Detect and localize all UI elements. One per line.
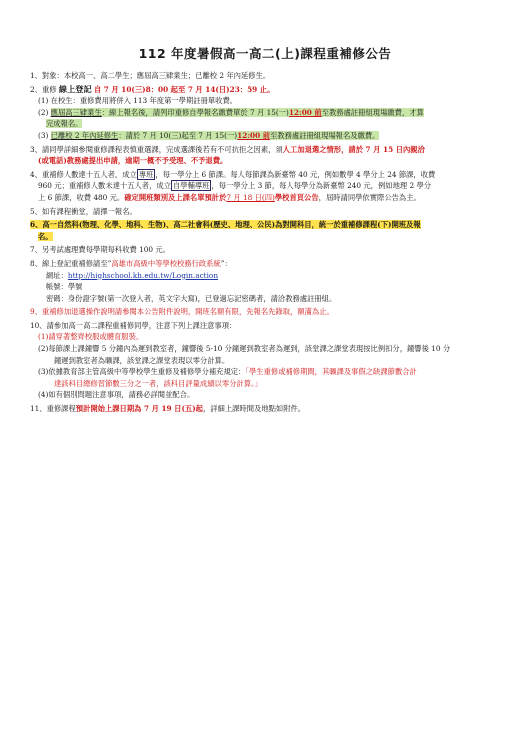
- item-2-sub-2-end: 完成報名。: [46, 119, 83, 129]
- item-4-text-h: 確定開班類別及上課名單預計於: [124, 192, 227, 202]
- item-10-sub-2-cont: 鐘遲到教室者為曠課，該堂課之課堂表現以零分計算。: [54, 355, 230, 365]
- item-4-date: 7 月 18 日(四): [226, 192, 275, 202]
- item-4-text-f: ，每一學分上 3 節，每人每學分為新臺幣 240 元，例如地理 2 學分: [211, 181, 432, 191]
- item-4-text-d: 960 元；重補修人數未達十五人者，成立: [38, 181, 171, 191]
- item-8-password: 密碼：身份證字號(第一次登入者，英文字大寫)，已登過忘記密碼者，請洽教務處註冊組。: [46, 293, 337, 303]
- item-10-sub-2: (2)每節課上課鐘響 5 分鐘內為遲到教室者，鐘響後 5-10 分鐘遲到教室者為遲到，該堂課之課堂表現按比例扣分，鐘響後 10 分: [38, 344, 451, 354]
- item-4-text-c: ，每一學分上 6 節課。每人每節課為新臺幣 40 元，例如數學 4 學分上 24 節課，收費: [155, 169, 436, 179]
- item-4-text-k: ，屆時請同學依實際公告為主。: [318, 192, 421, 202]
- item-2-date: 自 7 月 10(三)8：00 起至 7 月 14(日)23：59 止。: [93, 84, 275, 94]
- item-8-account: 帳號：學號: [46, 282, 83, 292]
- item-6-text: 6、高一自然科(物理、化學、地科、生物)、高二社會科(歷史、地理、公民)為對開科目，統一於重補修課程(下)開班及報: [30, 220, 421, 230]
- item-10-sub-3-text: (3)依據教育部主管高級中等學校學生重修及補修學分補充規定：: [38, 367, 246, 377]
- item-2-sub-3-num: (3): [38, 130, 49, 140]
- item-3-cont: [30, 155, 506, 167]
- item-2-sub-3-deadline: 12:00 前: [237, 130, 271, 140]
- item-10-sub-3-cont: 達該科目總修習節數三分之一者，該科目評量成績以零分計算。」: [54, 378, 262, 388]
- item-4-text-g: 上 6 節課，收費 480 元。: [38, 192, 125, 202]
- item-3-text: 3、請同學詳細參閱重修課程表慎重選課，完成選課後若有不可抗拒之因素，須: [30, 144, 283, 154]
- item-8-system-name: 高雄市高級中等學校校務行政系統: [111, 258, 221, 268]
- item-4-text-j: 學校首頁公告: [274, 192, 319, 202]
- item-10-sub-4: (4)如有個別問題注意事項，請務必詳閱並配合。: [38, 390, 195, 400]
- item-8-url-label: 網址：: [46, 270, 68, 280]
- item-4-line-3: [30, 192, 506, 204]
- item-3-emphasis: 人工加退選之情形，請於 7 月 15 日內親洽: [282, 144, 425, 154]
- item-6-end: 名。: [38, 231, 53, 241]
- item-10-sub-1: (1)請穿著整齊校服或體育服裝。: [38, 332, 144, 342]
- item-4-text-a: 4、重補修人數達十五人者，成立: [30, 169, 137, 179]
- item-2-sub-3: [30, 130, 506, 142]
- item-2-sub-2-deadline: 12:00 前: [288, 107, 322, 117]
- item-2-sub-3-text: ：請於 7 月 10(三)起至 7 月 15(一): [118, 130, 238, 140]
- item-2-prefix: 2、重修: [30, 84, 57, 94]
- item-2-sub-2-text: ：線上報名後，請列印重修自學報名繳費單於 7 月 15(一): [101, 107, 289, 117]
- item-2: [30, 84, 506, 96]
- item-2-sub-1: (1) 在校生：重修費用將併入 113 年度第一學期註冊單收費。: [38, 96, 238, 106]
- page-title: 112 年度暑假高一高二(上)課程重補修公告: [138, 46, 392, 61]
- item-2-sub-2: [30, 107, 506, 119]
- item-6: [30, 219, 506, 231]
- item-2-label: 線上登記: [58, 83, 92, 94]
- item-8-text-a: 8、線上登記重補修請至”: [30, 258, 112, 268]
- item-4-class-type-1: 專班: [138, 169, 154, 179]
- item-3-end: (或電話)教務處提出申請，逾期一概不予受理、不予退費。: [38, 156, 228, 166]
- item-10-head: 10、請參加高一高二課程重補修同學，注意下列上課注意事項：: [30, 320, 237, 330]
- announcement-body: [30, 70, 506, 415]
- item-8-url-line: [30, 270, 506, 282]
- item-8-text-c: ”：: [220, 258, 232, 268]
- item-8: [30, 258, 506, 270]
- item-4-line-2: [30, 180, 506, 192]
- item-8-url-link[interactable]: http://highschool.kh.edu.tw/Login.action: [67, 270, 219, 280]
- item-2-sub-2-num: (2): [38, 107, 49, 117]
- item-2-sub-2-who: 應屆高三肄業生: [50, 107, 102, 117]
- item-2-sub-2-tail: 至教務處註冊組現場繳費，才算: [321, 107, 424, 117]
- item-3: [30, 144, 506, 156]
- item-4-class-type-2: 自學輔導班: [173, 181, 210, 191]
- item-6-cont: [30, 231, 506, 243]
- item-4: [30, 169, 506, 181]
- item-2-sub-2-cont: [30, 118, 506, 130]
- item-11-start-date: 預計開始上課日期為 7 月 19 日(五)起: [75, 404, 203, 414]
- item-2-sub-3-tail: 至教務處註冊組現場報名及繳費。: [270, 130, 380, 140]
- item-2-sub-3-who: 已離校 2 年內延修生: [50, 130, 119, 140]
- item-10-sub-3: [30, 366, 506, 378]
- item-1: 1、對象：本校高一、高二學生；應屆高三肄業生；已離校 2 年內延修生。: [30, 71, 271, 80]
- item-10-sub-3-quote: 「學生重修或補修期間，其曠課及事假之缺課節數合計: [245, 367, 417, 377]
- item-11-text-a: 11、重修課程: [30, 404, 76, 414]
- item-11: [30, 403, 506, 415]
- item-5: 5、如有課程衝堂，請擇一報名。: [30, 206, 137, 216]
- item-11-text-c: ，詳細上課時間及地點如附件。: [202, 404, 306, 414]
- item-9: 9、重補修加退選操作說明請參閱本公告附件說明，開班名額有限，先報名先錄取，額滿為止。: [30, 307, 334, 317]
- item-7: 7、另考試處理費每學期每科收費 100 元。: [30, 245, 170, 255]
